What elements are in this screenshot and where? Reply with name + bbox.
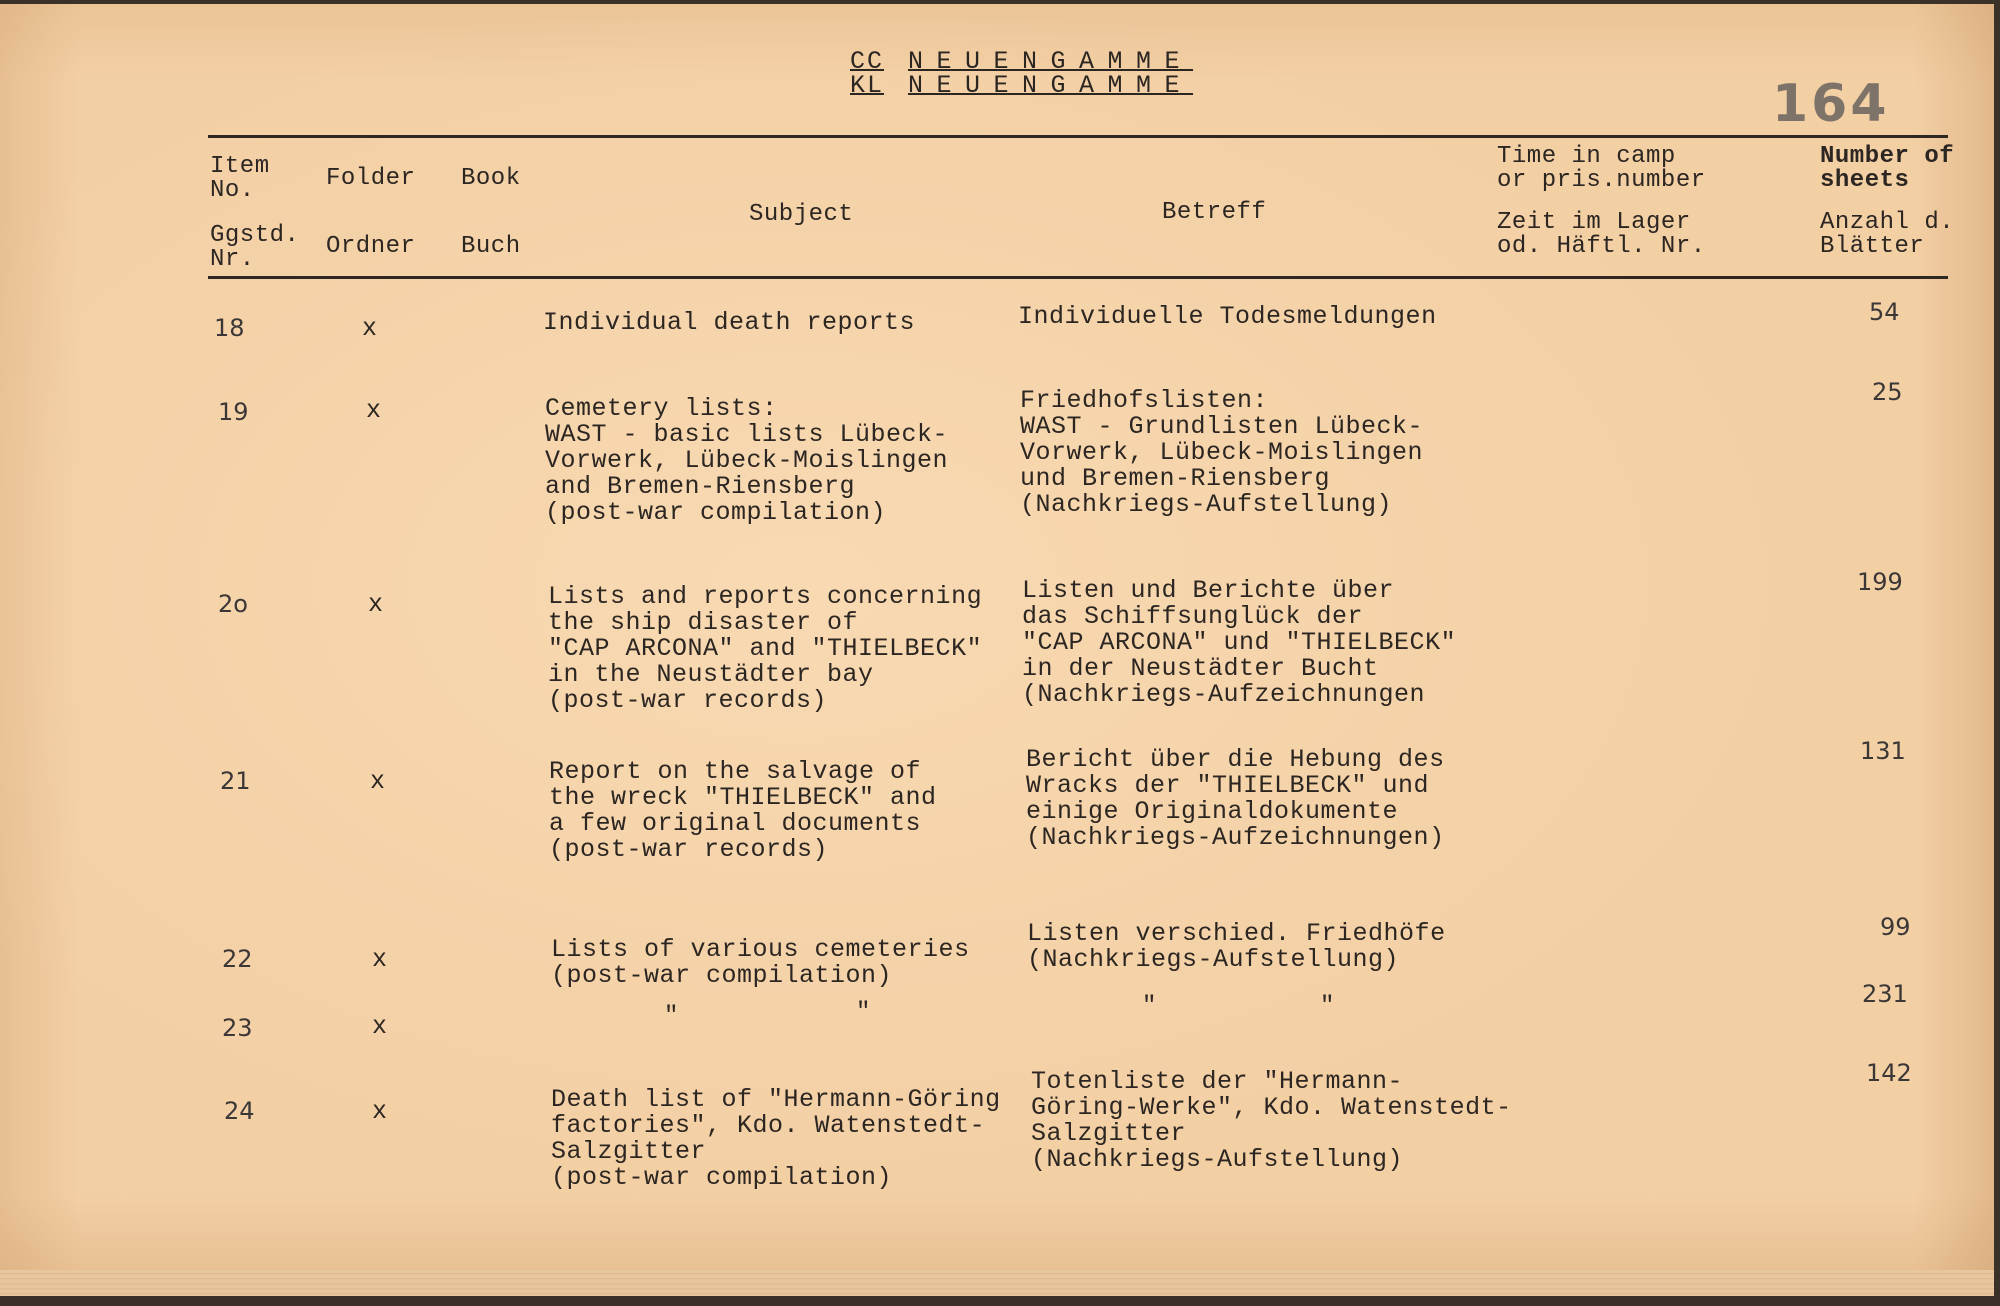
subject-text: Death list of "Hermann-Göring factories", Kdo. Watenstedt- Salzgitter (post-war compilation) [551,1085,1001,1192]
folder-mark: x [370,767,386,796]
page-edge [0,1270,1994,1296]
betreff-text: Listen verschied. Friedhöfe (Nachkriegs-Aufstellung) [1027,919,1446,974]
header-item-no: Item No. [210,153,270,204]
ditto-mark: " [1142,993,1157,1020]
ditto-mark: " [856,999,871,1026]
folder-mark: x [362,314,378,343]
betreff-text: Totenliste der "Hermann- Göring-Werke", Kdo. Watenstedt- Salzgitter (Nachkriegs-Aufstellung) [1031,1067,1512,1174]
header-folder: Folder [326,165,416,192]
header-top-rule [208,135,1948,138]
item-number: 2o [218,590,248,618]
title-line-2: KL NEUENGAMME [850,71,1194,100]
subject-text: Cemetery lists: WAST - basic lists Lübeck- Vorwerk, Lübeck-Moislingen and Bremen-Riensberg (post-war compilation) [545,394,949,527]
betreff-text: Bericht über die Hebung des Wracks der "THIELBECK" und einige Originaldokumente (Nachkriegs-Aufzeichnungen) [1026,745,1445,852]
folder-mark: x [372,1012,388,1041]
sheet-count: 231 [1862,980,1908,1008]
page-number: 164 [1772,74,1890,134]
sheet-count: 25 [1872,378,1903,406]
folder-mark: x [372,1097,388,1126]
subject-text: Report on the salvage of the wreck "THIELBECK" and a few original documents (post-war records) [549,757,937,864]
betreff-text: Friedhofslisten: WAST - Grundlisten Lübeck- Vorwerk, Lübeck-Moislingen und Bremen-Riensberg (Nachkriegs-Aufstellung) [1020,386,1424,519]
item-number: 24 [224,1097,255,1125]
folder-mark: x [372,945,388,974]
subject-text: Lists and reports concerning the ship disaster of "CAP ARCONA" and "THIELBECK" in the Neustädter bay (post-war records) [548,582,983,715]
header-number-of-sheets-de: Anzahl d. Blätter [1820,209,1955,260]
sheet-count: 199 [1857,568,1903,596]
subject-text: Individual death reports [543,308,916,337]
header-subject: Subject [749,201,854,228]
betreff-text: Individuelle Todesmeldungen [1018,302,1437,331]
header-book-de: Buch [461,233,521,260]
sheet-count: 99 [1880,913,1911,941]
header-betreff: Betreff [1162,199,1267,226]
document-page [0,4,1994,1296]
folder-mark: x [366,396,382,425]
ditto-mark: " [664,1003,679,1030]
item-number: 22 [222,945,253,973]
header-time-in-camp-de: Zeit im Lager od. Häftl. Nr. [1497,209,1706,260]
sheet-count: 131 [1860,737,1906,765]
header-book: Book [461,165,521,192]
item-number: 21 [220,767,251,795]
sheet-count: 54 [1869,298,1900,326]
header-item-no-de: Ggstd. Nr. [210,222,300,273]
title-line-1: CC NEUENGAMME [850,47,1194,76]
item-number: 18 [214,314,245,342]
subject-text: Lists of various cemeteries (post-war compilation) [551,935,970,990]
header-bottom-rule [208,276,1948,279]
header-folder-de: Ordner [326,233,416,260]
item-number: 23 [222,1014,253,1042]
header-number-of-sheets: Number of sheets [1820,143,1955,194]
betreff-text: Listen und Berichte über das Schiffsunglück der "CAP ARCONA" und "THIELBECK" in der Neustädter Bucht (Nachkriegs-Aufzeichnungen [1022,576,1457,709]
header-time-in-camp: Time in camp or pris.number [1497,143,1706,194]
document-title [850,47,1194,100]
sheet-count: 142 [1866,1059,1912,1087]
item-number: 19 [218,398,249,426]
folder-mark: x [368,590,384,619]
ditto-mark: " [1320,993,1335,1020]
